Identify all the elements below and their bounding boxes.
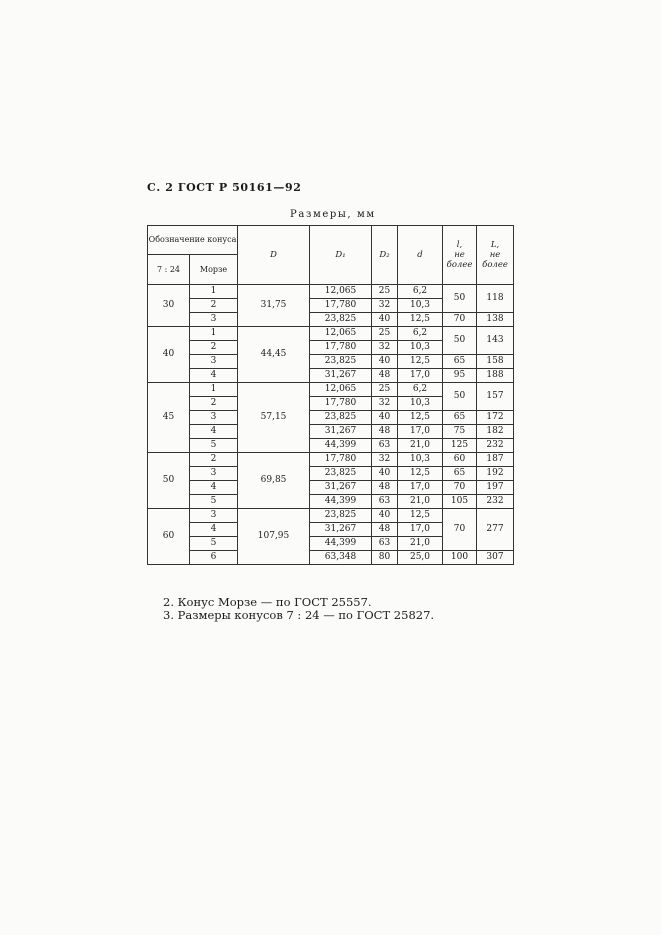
table-row [148, 327, 514, 341]
table-body [148, 285, 514, 565]
D1-cell: 44,399 [310, 439, 372, 453]
table-row [148, 285, 514, 299]
table-row [148, 313, 514, 327]
D2-cell: 25 [372, 383, 398, 397]
D-cell: 107,95 [238, 509, 310, 565]
note-724: 3. Размеры конусов 7 : 24 — по ГОСТ 25827. [163, 608, 435, 622]
morse-cell: 2 [190, 453, 238, 467]
cone-7-24-cell: 50 [148, 453, 190, 509]
d-cell: 21,0 [398, 495, 443, 509]
morse-cell: 5 [190, 439, 238, 453]
L-cell: 192 [477, 467, 514, 481]
d-cell: 12,5 [398, 355, 443, 369]
D1-cell: 12,065 [310, 383, 372, 397]
l-cell: 60 [443, 453, 477, 467]
L-cell: 143 [477, 327, 514, 355]
morse-cell: 1 [190, 327, 238, 341]
table-row [148, 467, 514, 481]
D-cell: 31,75 [238, 285, 310, 327]
header-D2: D₂ [372, 226, 398, 285]
morse-cell: 4 [190, 425, 238, 439]
D2-cell: 40 [372, 355, 398, 369]
morse-cell: 6 [190, 551, 238, 565]
morse-cell: 3 [190, 355, 238, 369]
l-cell: 75 [443, 425, 477, 439]
d-cell: 25,0 [398, 551, 443, 565]
table-row [148, 355, 514, 369]
D2-cell: 63 [372, 495, 398, 509]
table-row [148, 411, 514, 425]
page-header: С. 2 ГОСТ Р 50161—92 [147, 181, 302, 194]
cone-7-24-cell: 30 [148, 285, 190, 327]
D2-cell: 32 [372, 453, 398, 467]
D1-cell: 23,825 [310, 467, 372, 481]
D1-cell: 23,825 [310, 411, 372, 425]
d-cell: 17,0 [398, 369, 443, 383]
morse-cell: 3 [190, 313, 238, 327]
morse-cell: 1 [190, 285, 238, 299]
d-cell: 17,0 [398, 425, 443, 439]
l-cell: 50 [443, 285, 477, 313]
L-cell: 118 [477, 285, 514, 313]
l-cell: 50 [443, 327, 477, 355]
L-cell: 172 [477, 411, 514, 425]
D1-cell: 31,267 [310, 425, 372, 439]
D1-cell: 17,780 [310, 397, 372, 411]
D1-cell: 31,267 [310, 369, 372, 383]
cone-7-24-cell: 60 [148, 509, 190, 565]
l-cell: 70 [443, 481, 477, 495]
L-cell: 188 [477, 369, 514, 383]
D2-cell: 32 [372, 299, 398, 313]
morse-cell: 3 [190, 467, 238, 481]
l-cell: 70 [443, 313, 477, 327]
l-cell: 65 [443, 411, 477, 425]
D1-cell: 23,825 [310, 355, 372, 369]
L-cell: 138 [477, 313, 514, 327]
dimensions-table [147, 225, 514, 565]
morse-cell: 4 [190, 481, 238, 495]
d-cell: 21,0 [398, 439, 443, 453]
morse-cell: 2 [190, 341, 238, 355]
l-cell: 125 [443, 439, 477, 453]
D-cell: 44,45 [238, 327, 310, 383]
L-cell: 158 [477, 355, 514, 369]
cone-7-24-cell: 45 [148, 383, 190, 453]
morse-cell: 1 [190, 383, 238, 397]
d-cell: 12,5 [398, 467, 443, 481]
d-cell: 6,2 [398, 383, 443, 397]
D2-cell: 80 [372, 551, 398, 565]
header-morse: Морзе [190, 255, 238, 285]
D1-cell: 17,780 [310, 453, 372, 467]
D2-cell: 40 [372, 467, 398, 481]
d-cell: 17,0 [398, 523, 443, 537]
l-cell: 100 [443, 551, 477, 565]
D1-cell: 31,267 [310, 481, 372, 495]
table-row [148, 439, 514, 453]
header-d: d [398, 226, 443, 285]
header-D1: D₁ [310, 226, 372, 285]
L-cell: 307 [477, 551, 514, 565]
D2-cell: 48 [372, 523, 398, 537]
d-cell: 12,5 [398, 313, 443, 327]
d-cell: 6,2 [398, 327, 443, 341]
header-cone-designation: Обозначение конуса [148, 226, 238, 255]
L-cell: 182 [477, 425, 514, 439]
L-cell: 187 [477, 453, 514, 467]
table-row [148, 425, 514, 439]
L-cell: 197 [477, 481, 514, 495]
header-L: L, не более [477, 226, 514, 285]
D1-cell: 31,267 [310, 523, 372, 537]
table-row [148, 495, 514, 509]
morse-cell: 3 [190, 509, 238, 523]
D2-cell: 40 [372, 509, 398, 523]
table-row [148, 509, 514, 523]
L-cell: 232 [477, 495, 514, 509]
cone-7-24-cell: 40 [148, 327, 190, 383]
D1-cell: 44,399 [310, 537, 372, 551]
D1-cell: 12,065 [310, 285, 372, 299]
d-cell: 12,5 [398, 509, 443, 523]
d-cell: 10,3 [398, 341, 443, 355]
table-row [148, 481, 514, 495]
D1-cell: 17,780 [310, 299, 372, 313]
L-cell: 232 [477, 439, 514, 453]
table-row [148, 551, 514, 565]
D2-cell: 63 [372, 439, 398, 453]
table-row [148, 383, 514, 397]
table-header [148, 226, 514, 285]
D2-cell: 25 [372, 285, 398, 299]
l-cell: 70 [443, 509, 477, 551]
L-cell: 277 [477, 509, 514, 551]
D2-cell: 32 [372, 397, 398, 411]
L-cell: 157 [477, 383, 514, 411]
header-D: D [238, 226, 310, 285]
D2-cell: 25 [372, 327, 398, 341]
d-cell: 10,3 [398, 453, 443, 467]
l-cell: 105 [443, 495, 477, 509]
D-cell: 57,15 [238, 383, 310, 453]
morse-cell: 4 [190, 523, 238, 537]
D1-cell: 23,825 [310, 509, 372, 523]
D2-cell: 48 [372, 425, 398, 439]
D1-cell: 12,065 [310, 327, 372, 341]
d-cell: 17,0 [398, 481, 443, 495]
l-cell: 95 [443, 369, 477, 383]
header-l: l, не более [443, 226, 477, 285]
D2-cell: 48 [372, 481, 398, 495]
header-7-24: 7 : 24 [148, 255, 190, 285]
table-row [148, 369, 514, 383]
morse-cell: 3 [190, 411, 238, 425]
morse-cell: 5 [190, 495, 238, 509]
d-cell: 10,3 [398, 299, 443, 313]
D2-cell: 40 [372, 411, 398, 425]
table-caption: Размеры, мм [290, 209, 376, 220]
notes [163, 596, 434, 622]
d-cell: 6,2 [398, 285, 443, 299]
d-cell: 10,3 [398, 397, 443, 411]
morse-cell: 2 [190, 299, 238, 313]
morse-cell: 4 [190, 369, 238, 383]
D2-cell: 40 [372, 313, 398, 327]
D1-cell: 63,348 [310, 551, 372, 565]
D2-cell: 48 [372, 369, 398, 383]
D2-cell: 32 [372, 341, 398, 355]
D-cell: 69,85 [238, 453, 310, 509]
D1-cell: 23,825 [310, 313, 372, 327]
morse-cell: 5 [190, 537, 238, 551]
D1-cell: 44,399 [310, 495, 372, 509]
table-row [148, 453, 514, 467]
note-morse: 2. Конус Морзе — по ГОСТ 25557. [163, 595, 372, 609]
D1-cell: 17,780 [310, 341, 372, 355]
d-cell: 21,0 [398, 537, 443, 551]
D2-cell: 63 [372, 537, 398, 551]
l-cell: 50 [443, 383, 477, 411]
d-cell: 12,5 [398, 411, 443, 425]
l-cell: 65 [443, 355, 477, 369]
l-cell: 65 [443, 467, 477, 481]
morse-cell: 2 [190, 397, 238, 411]
